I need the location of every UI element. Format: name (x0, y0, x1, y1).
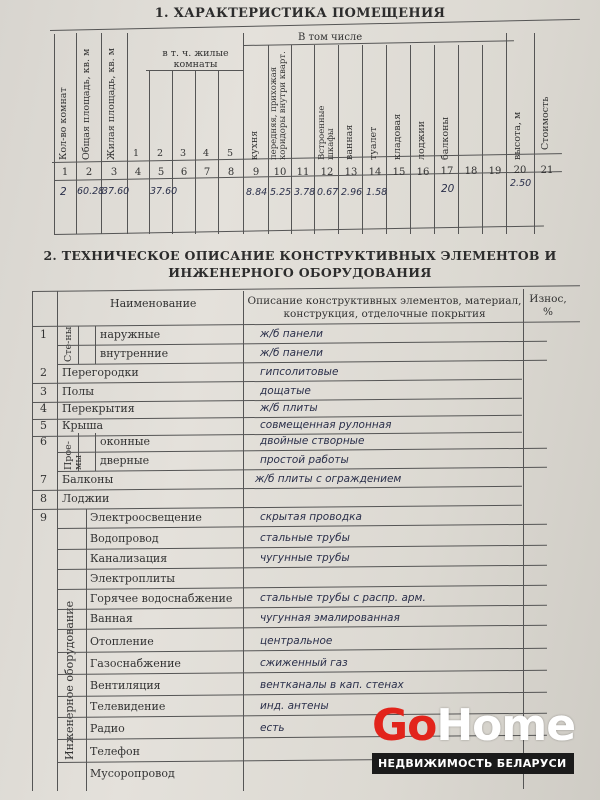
row-name: внутренние (100, 347, 169, 360)
openings-group-label: Прое-мы (63, 441, 84, 470)
row-divider (57, 545, 547, 550)
row-description: простой работы (260, 454, 349, 466)
loggias-header: лоджии (416, 120, 427, 160)
value-rooms: 2 (60, 186, 67, 198)
gohome-watermark (368, 700, 600, 782)
row-description: есть (260, 722, 285, 734)
row-description: ж/б панели (260, 328, 323, 340)
row-name: оконные (100, 435, 151, 448)
section2-title-line2: ИНЖЕНЕРНОГО ОБОРУДОВАНИЯ (168, 265, 432, 280)
col-number: 13 (344, 167, 358, 178)
description-header: Описание конструктивных элементов, материал, конструкция, отделочные покрытия (247, 295, 522, 320)
value-kitchen: 8.84 (246, 187, 268, 198)
row-description: чугунные трубы (260, 552, 350, 564)
room-col-3: 3 (180, 148, 187, 159)
col-number: 17 (440, 166, 454, 177)
row-divider (57, 565, 547, 570)
row-name: наружные (100, 328, 161, 341)
gohome-subtitle: НЕДВИЖИМОСТЬ БЕЛАРУСИ (372, 753, 574, 774)
living-area-header: Жилая площадь, кв. м (106, 47, 117, 160)
row-number: 2 (40, 366, 47, 379)
row-description: ж/б плиты с ограждением (255, 473, 402, 485)
rooms-count-header: Кол-во комнат (58, 87, 69, 160)
row-description: гипсолитовые (260, 366, 339, 378)
section1-title: 1. ХАРАКТЕРИСТИКА ПОМЕЩЕНИЯ (154, 6, 446, 21)
room-col-1: 1 (133, 148, 140, 159)
total-area-header: Общая площадь, кв. м (81, 48, 92, 160)
col-number: 19 (488, 166, 502, 177)
row-number: 6 (40, 435, 47, 448)
col-number: 14 (368, 167, 382, 178)
room-col-2: 2 (157, 148, 164, 159)
col-number: 21 (540, 165, 554, 176)
row-description: стальные трубы (260, 532, 350, 544)
height-header: высота, м (512, 111, 523, 160)
value-height: 2.50 (510, 178, 532, 189)
col-number: 2 (85, 167, 93, 178)
row-number: 5 (40, 419, 47, 432)
value-hallways: 5.25 (270, 187, 292, 198)
living-rooms-header: в т. ч. жилые комнаты (162, 48, 229, 70)
col-number: 5 (157, 167, 165, 178)
row-name: Полы (62, 385, 94, 398)
row-divider (32, 379, 522, 384)
row-description: центральное (260, 635, 333, 647)
row-name: Радио (90, 722, 125, 735)
row-divider (57, 625, 547, 630)
engineering-group-label: Инженерное оборудование (63, 600, 76, 760)
value-wardrobes: 3.78 (294, 187, 316, 198)
row-description: инд. антены (260, 700, 329, 712)
row-name: Перекрытия (62, 402, 135, 415)
row-name: Вентиляция (90, 679, 161, 692)
row-description: совмещенная рулонная (260, 419, 392, 431)
row-description: ж/б панели (260, 347, 323, 359)
value-room-2: 37.60 (150, 186, 178, 197)
toilet-header: туалет (368, 126, 379, 160)
value-total-area: 60.28 (77, 186, 105, 197)
row-description: ж/б плиты (260, 402, 318, 414)
row-name: Отопление (90, 635, 154, 648)
row-divider (57, 692, 547, 697)
cost-header: Стоимость (540, 96, 551, 150)
row-number: 8 (40, 492, 47, 505)
row-number: 3 (40, 385, 47, 398)
row-divider (57, 341, 547, 346)
name-header: Наименование (110, 297, 197, 310)
row-name: Электроосвещение (90, 511, 202, 524)
in-that-number-header: В том числе (298, 32, 363, 43)
col-number: 4 (134, 167, 142, 178)
row-name: Горячее водоснабжение (90, 592, 233, 605)
balconies-header: балконы (440, 117, 451, 160)
row-divider (57, 360, 547, 365)
value-col12: 0.67 (317, 187, 339, 198)
col-number: 18 (464, 166, 478, 177)
col-number: 8 (227, 167, 235, 178)
row-description: дощатые (260, 385, 311, 397)
row-divider (57, 448, 547, 453)
row-description: чугунная эмалированная (260, 612, 400, 624)
row-divider (57, 467, 547, 472)
value-toilet: 1.58 (366, 187, 388, 198)
row-description: вентканалы в кап. стенах (260, 679, 404, 691)
hallways-header: передняя, прихожая коридоры внутри кварт. (269, 51, 288, 160)
row-name: дверные (100, 454, 150, 467)
kitchen-header: кухня (249, 130, 260, 160)
col-number: 9 (252, 167, 260, 178)
row-name: Балконы (62, 473, 114, 486)
room-col-5: 5 (227, 148, 234, 159)
row-name: Мусоропровод (90, 767, 175, 780)
row-name: Крыша (62, 419, 104, 432)
wear-header: Износ, % (529, 293, 567, 318)
row-divider (32, 486, 522, 491)
row-name: Канализация (90, 552, 168, 565)
value-bathroom: 2.96 (341, 187, 363, 198)
row-name: Телевидение (90, 700, 166, 713)
col-number: 11 (296, 167, 310, 178)
value-balconies: 20 (441, 183, 455, 195)
row-description: скрытая проводка (260, 511, 362, 523)
row-name: Перегородки (62, 366, 139, 379)
col-number: 12 (320, 167, 334, 178)
col-number: 15 (392, 167, 406, 178)
row-divider (57, 585, 547, 590)
row-name: Электроплиты (90, 572, 176, 585)
row-name: Газоснабжение (90, 657, 181, 670)
bathroom-header: ванная (344, 124, 355, 160)
col-number: 1 (61, 167, 69, 178)
row-description: сжиженный газ (260, 657, 348, 669)
row-name: Лоджии (62, 492, 110, 505)
storage-header: кладовая (392, 113, 403, 160)
row-divider (57, 524, 547, 529)
row-number: 7 (40, 473, 47, 486)
logo-home: Home (436, 700, 576, 751)
value-living-area: 37.60 (102, 186, 130, 197)
col-number: 6 (180, 167, 188, 178)
row-name: Телефон (90, 745, 140, 758)
row-number: 9 (40, 511, 47, 524)
row-divider (57, 648, 547, 653)
row-name: Водопровод (90, 532, 159, 545)
col-number: 3 (110, 167, 118, 178)
logo-go: Go (372, 700, 437, 751)
row-divider (57, 670, 547, 675)
col-number: 20 (513, 165, 527, 176)
row-divider (32, 505, 522, 510)
row-number: 1 (40, 328, 47, 341)
row-description: двойные створные (260, 435, 365, 447)
section2-title-line1: 2. ТЕХНИЧЕСКОЕ ОПИСАНИЕ КОНСТРУКТИВНЫХ ЭЛЕМЕНТОВ И (43, 248, 557, 263)
col-number: 16 (416, 167, 430, 178)
row-number: 4 (40, 402, 47, 415)
col-number: 7 (203, 167, 211, 178)
wardrobes-header: Встроенные шкафы (317, 105, 336, 160)
col-number: 10 (273, 167, 287, 178)
room-col-4: 4 (203, 148, 210, 159)
gohome-logo (372, 700, 575, 751)
row-divider (57, 605, 547, 610)
row-description: стальные трубы с распр. арм. (260, 592, 426, 604)
row-name: Ванная (90, 612, 133, 625)
